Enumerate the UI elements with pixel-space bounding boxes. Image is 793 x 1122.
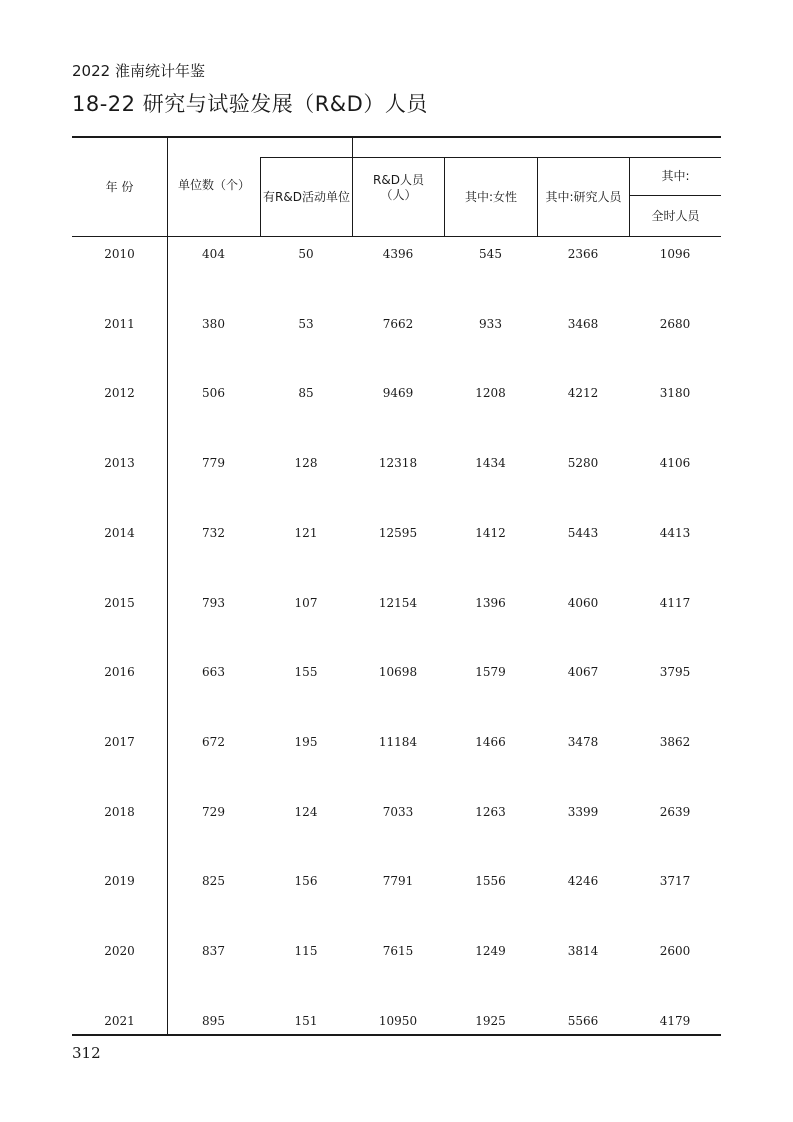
cell-units: 779 — [202, 456, 225, 470]
table-row — [72, 733, 721, 751]
cell-researchers: 5566 — [567, 1014, 599, 1028]
cell-units: 793 — [202, 596, 225, 610]
header-bottom-rule — [72, 236, 721, 237]
cell-rd-personnel: 7662 — [382, 317, 414, 331]
cell-units: 837 — [202, 944, 225, 958]
cell-units: 672 — [202, 735, 225, 749]
cell-full-time: 3795 — [659, 665, 691, 679]
cell-units-with-rd: 107 — [294, 596, 318, 610]
header-female: 其中:女性 — [464, 189, 518, 204]
cell-researchers: 4060 — [567, 596, 599, 610]
cell-female: 1466 — [475, 735, 506, 749]
table-row — [72, 872, 721, 890]
cell-female: 1249 — [475, 944, 506, 958]
cell-rd-personnel: 12595 — [378, 526, 418, 540]
table-row — [72, 942, 721, 960]
table-row — [72, 663, 721, 681]
cell-units: 380 — [202, 317, 225, 331]
cell-researchers: 4246 — [567, 874, 599, 888]
cell-units-with-rd: 121 — [294, 526, 318, 540]
cell-researchers: 3468 — [567, 317, 599, 331]
cell-researchers: 4067 — [567, 665, 599, 679]
cell-female: 933 — [479, 317, 502, 331]
cell-female: 1579 — [475, 665, 506, 679]
table-row — [72, 594, 721, 612]
cell-researchers: 5280 — [567, 456, 599, 470]
cell-full-time: 4413 — [659, 526, 691, 540]
cell-rd-personnel: 9469 — [382, 386, 414, 400]
year-column-divider — [167, 138, 168, 1034]
header-rd-personnel-line1: R&D人员 — [373, 173, 424, 187]
header-of-which: 其中: — [661, 169, 690, 183]
header-researchers: 其中:研究人员 — [545, 189, 622, 204]
cell-units-with-rd: 151 — [294, 1014, 318, 1028]
cell-rd-personnel: 7615 — [382, 944, 414, 958]
cell-rd-personnel: 11184 — [378, 735, 418, 749]
running-head: 2022 淮南统计年鉴 — [72, 62, 205, 80]
header-full-time: 全时人员 — [651, 208, 700, 223]
cell-full-time: 1096 — [659, 247, 691, 261]
cell-year: 2010 — [104, 247, 135, 261]
table-row — [72, 803, 721, 821]
table-title: 18-22 研究与试验发展（R&D）人员 — [72, 92, 428, 116]
cell-units: 732 — [202, 526, 225, 540]
cell-units-with-rd: 128 — [294, 456, 318, 470]
cell-female: 1396 — [475, 596, 506, 610]
cell-rd-personnel: 12318 — [378, 456, 418, 470]
cell-female: 1925 — [475, 1014, 506, 1028]
cell-female: 1556 — [475, 874, 506, 888]
header-units-with-rd: 有R&D活动单位 — [263, 189, 350, 204]
cell-units: 404 — [202, 247, 225, 261]
table-row — [72, 384, 721, 402]
cell-units-with-rd: 53 — [298, 317, 314, 331]
table-row — [72, 524, 721, 542]
cell-year: 2020 — [104, 944, 135, 958]
cell-year: 2016 — [104, 665, 135, 679]
cell-units-with-rd: 195 — [294, 735, 318, 749]
header-rd-personnel-line2: （人） — [380, 188, 417, 202]
cell-year: 2017 — [104, 735, 135, 749]
cell-female: 1434 — [475, 456, 506, 470]
cell-year: 2011 — [104, 317, 135, 331]
header-year: 年 份 — [105, 179, 134, 194]
cell-rd-personnel: 10698 — [378, 665, 418, 679]
cell-units-with-rd: 50 — [298, 247, 314, 261]
cell-units-with-rd: 85 — [298, 386, 314, 400]
cell-year: 2021 — [104, 1014, 135, 1028]
cell-full-time: 3717 — [659, 874, 691, 888]
cell-year: 2018 — [104, 805, 135, 819]
cell-rd-personnel: 10950 — [378, 1014, 418, 1028]
header-rd-personnel — [353, 158, 444, 218]
cell-year: 2012 — [104, 386, 135, 400]
cell-rd-personnel: 12154 — [378, 596, 418, 610]
cell-units: 729 — [202, 805, 225, 819]
cell-female: 545 — [479, 247, 502, 261]
cell-rd-personnel: 7033 — [382, 805, 414, 819]
cell-rd-personnel: 7791 — [382, 874, 414, 888]
cell-units: 895 — [202, 1014, 225, 1028]
cell-year: 2014 — [104, 526, 135, 540]
header-units: 单位数（个） — [177, 178, 250, 192]
table-row — [72, 454, 721, 472]
cell-full-time: 2639 — [659, 805, 691, 819]
cell-full-time: 3180 — [659, 386, 691, 400]
cell-rd-personnel: 4396 — [382, 247, 414, 261]
cell-full-time: 4106 — [659, 456, 691, 470]
cell-units-with-rd: 156 — [294, 874, 318, 888]
cell-year: 2015 — [104, 596, 135, 610]
cell-year: 2013 — [104, 456, 135, 470]
cell-full-time: 4117 — [659, 596, 691, 610]
cell-units: 506 — [202, 386, 225, 400]
cell-full-time: 2600 — [659, 944, 691, 958]
cell-units-with-rd: 124 — [294, 805, 318, 819]
cell-units: 825 — [202, 874, 225, 888]
cell-researchers: 5443 — [567, 526, 599, 540]
cell-units: 663 — [202, 665, 225, 679]
cell-researchers: 2366 — [567, 247, 599, 261]
cell-full-time: 4179 — [659, 1014, 691, 1028]
cell-year: 2019 — [104, 874, 135, 888]
cell-researchers: 4212 — [567, 386, 599, 400]
table-row — [72, 315, 721, 333]
cell-units-with-rd: 115 — [294, 944, 318, 958]
table-row — [72, 245, 721, 263]
cell-female: 1263 — [475, 805, 506, 819]
cell-researchers: 3478 — [567, 735, 599, 749]
table-bottom-rule — [72, 1034, 721, 1036]
page-number: 312 — [72, 1044, 101, 1062]
cell-female: 1412 — [475, 526, 506, 540]
cell-researchers: 3814 — [567, 944, 599, 958]
cell-full-time: 3862 — [659, 735, 691, 749]
table-row — [72, 1012, 721, 1030]
cell-units-with-rd: 155 — [294, 665, 318, 679]
cell-female: 1208 — [475, 386, 506, 400]
cell-researchers: 3399 — [567, 805, 599, 819]
cell-full-time: 2680 — [659, 317, 691, 331]
